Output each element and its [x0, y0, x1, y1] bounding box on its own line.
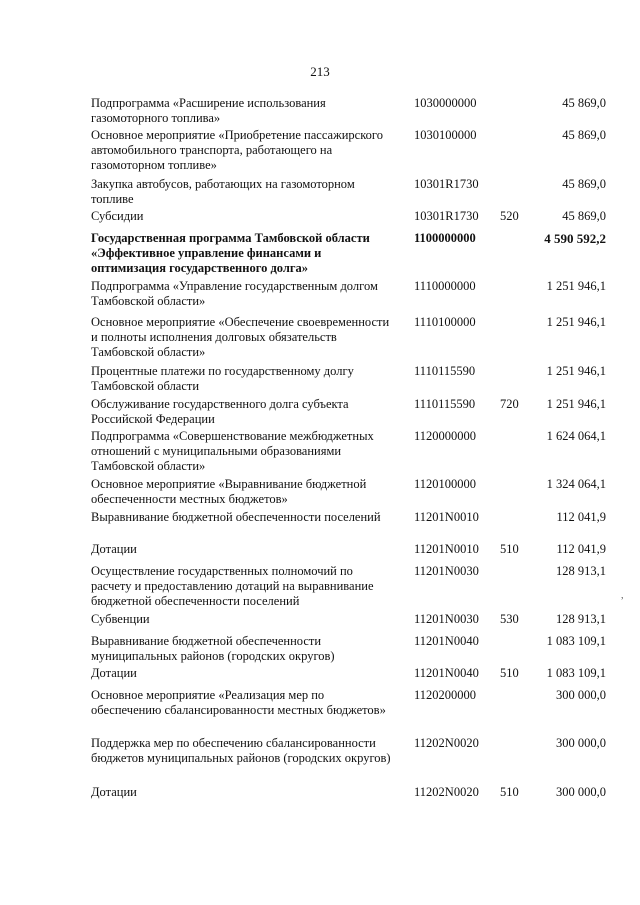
row-amount: 1 624 064,1 [546, 429, 606, 443]
row-code: 1110115590 [414, 364, 476, 378]
row-code: 1110000000 [414, 279, 476, 293]
row-amount: 1 251 946,1 [546, 279, 606, 293]
row-code: 10301R1730 [414, 209, 479, 223]
row-amount: 45 869,0 [562, 96, 606, 110]
row-name: Дотации [91, 785, 137, 799]
row-code: 1030100000 [414, 128, 477, 142]
row-expense-type: 510 [500, 542, 519, 556]
row-amount: 128 913,1 [556, 612, 606, 626]
row-amount: 300 000,0 [556, 736, 606, 750]
row-name: Подпрограмма «Совершенствование межбюджетных отношений с муниципальными образованиями Тамбовской области» [91, 429, 374, 473]
row-code: 11201N0040 [414, 634, 479, 648]
row-code: 1030000000 [414, 96, 477, 110]
row-name: Государственная программа Тамбовской области «Эффективное управление финансами и оптимизация государственного долга» [91, 231, 370, 275]
row-amount: 112 041,9 [556, 542, 606, 556]
row-amount: 112 041,9 [556, 510, 606, 524]
row-code: 11201N0010 [414, 542, 479, 556]
row-name: Подпрограмма «Расширение использования газомоторного топлива» [91, 96, 326, 125]
row-amount: 45 869,0 [562, 209, 606, 223]
row-name: Субвенции [91, 612, 150, 626]
row-code: 11201N0030 [414, 612, 479, 626]
row-code: 11201N0030 [414, 564, 479, 578]
row-code: 1100000000 [414, 231, 476, 245]
row-name: Основное мероприятие «Реализация мер по обеспечению сбалансированности местных бюджетов» [91, 688, 386, 717]
row-expense-type: 510 [500, 785, 519, 799]
row-name: Выравнивание бюджетной обеспеченности муниципальных районов (городских округов) [91, 634, 335, 663]
row-code: 11202N0020 [414, 785, 479, 799]
row-name: Дотации [91, 666, 137, 680]
row-code: 11201N0010 [414, 510, 479, 524]
row-name: Субсидии [91, 209, 144, 223]
row-amount: 128 913,1 [556, 564, 606, 578]
row-code: 1120100000 [414, 477, 477, 491]
row-amount: 45 869,0 [562, 128, 606, 142]
row-expense-type: 520 [500, 209, 519, 223]
row-name: Основное мероприятие «Обеспечение своевременности и полноты исполнения долговых обязательств Тамбовской области» [91, 315, 390, 359]
row-amount: 300 000,0 [556, 785, 606, 799]
row-name: Подпрограмма «Управление государственным долгом Тамбовской области» [91, 279, 378, 308]
row-amount: 1 083 109,1 [546, 666, 606, 680]
row-name: Выравнивание бюджетной обеспеченности поселений [91, 510, 381, 524]
row-name: Основное мероприятие «Выравнивание бюджетной обеспеченности местных бюджетов» [91, 477, 367, 506]
row-code: 10301R1730 [414, 177, 479, 191]
row-name: Закупка автобусов, работающих на газомоторном топливе [91, 177, 355, 206]
row-name: Обслуживание государственного долга субъекта Российской Федерации [91, 397, 349, 426]
row-code: 1120200000 [414, 688, 477, 702]
row-name: Осуществление государственных полномочий по расчету и предоставлению дотаций на выравнивание бюджетной обеспеченности поселений [91, 564, 374, 608]
row-name: Процентные платежи по государственному долгу Тамбовской области [91, 364, 354, 393]
row-expense-type: 720 [500, 397, 519, 411]
row-amount: 45 869,0 [562, 177, 606, 191]
row-name: Дотации [91, 542, 137, 556]
row-expense-type: 530 [500, 612, 519, 626]
row-amount: 4 590 592,2 [544, 231, 606, 246]
page-number: 213 [310, 64, 330, 79]
row-code: 11201N0040 [414, 666, 479, 680]
row-amount: 1 251 946,1 [546, 397, 606, 411]
row-code: 1110115590 [414, 397, 476, 411]
row-amount: 300 000,0 [556, 688, 606, 702]
row-amount: 1 083 109,1 [546, 634, 606, 648]
row-name: Поддержка мер по обеспечению сбалансированности бюджетов муниципальных районов (городских округов) [91, 736, 391, 765]
row-amount: 1 324 064,1 [546, 477, 606, 491]
row-name: Основное мероприятие «Приобретение пассажирского автомобильного транспорта, работающего на газомоторном топливе» [91, 128, 383, 172]
row-amount: 1 251 946,1 [546, 364, 606, 378]
row-code: 1120000000 [414, 429, 477, 443]
row-code: 11202N0020 [414, 736, 479, 750]
row-code: 1110100000 [414, 315, 476, 329]
row-amount: 1 251 946,1 [546, 315, 606, 329]
scan-mark: , [621, 590, 624, 601]
row-expense-type: 510 [500, 666, 519, 680]
